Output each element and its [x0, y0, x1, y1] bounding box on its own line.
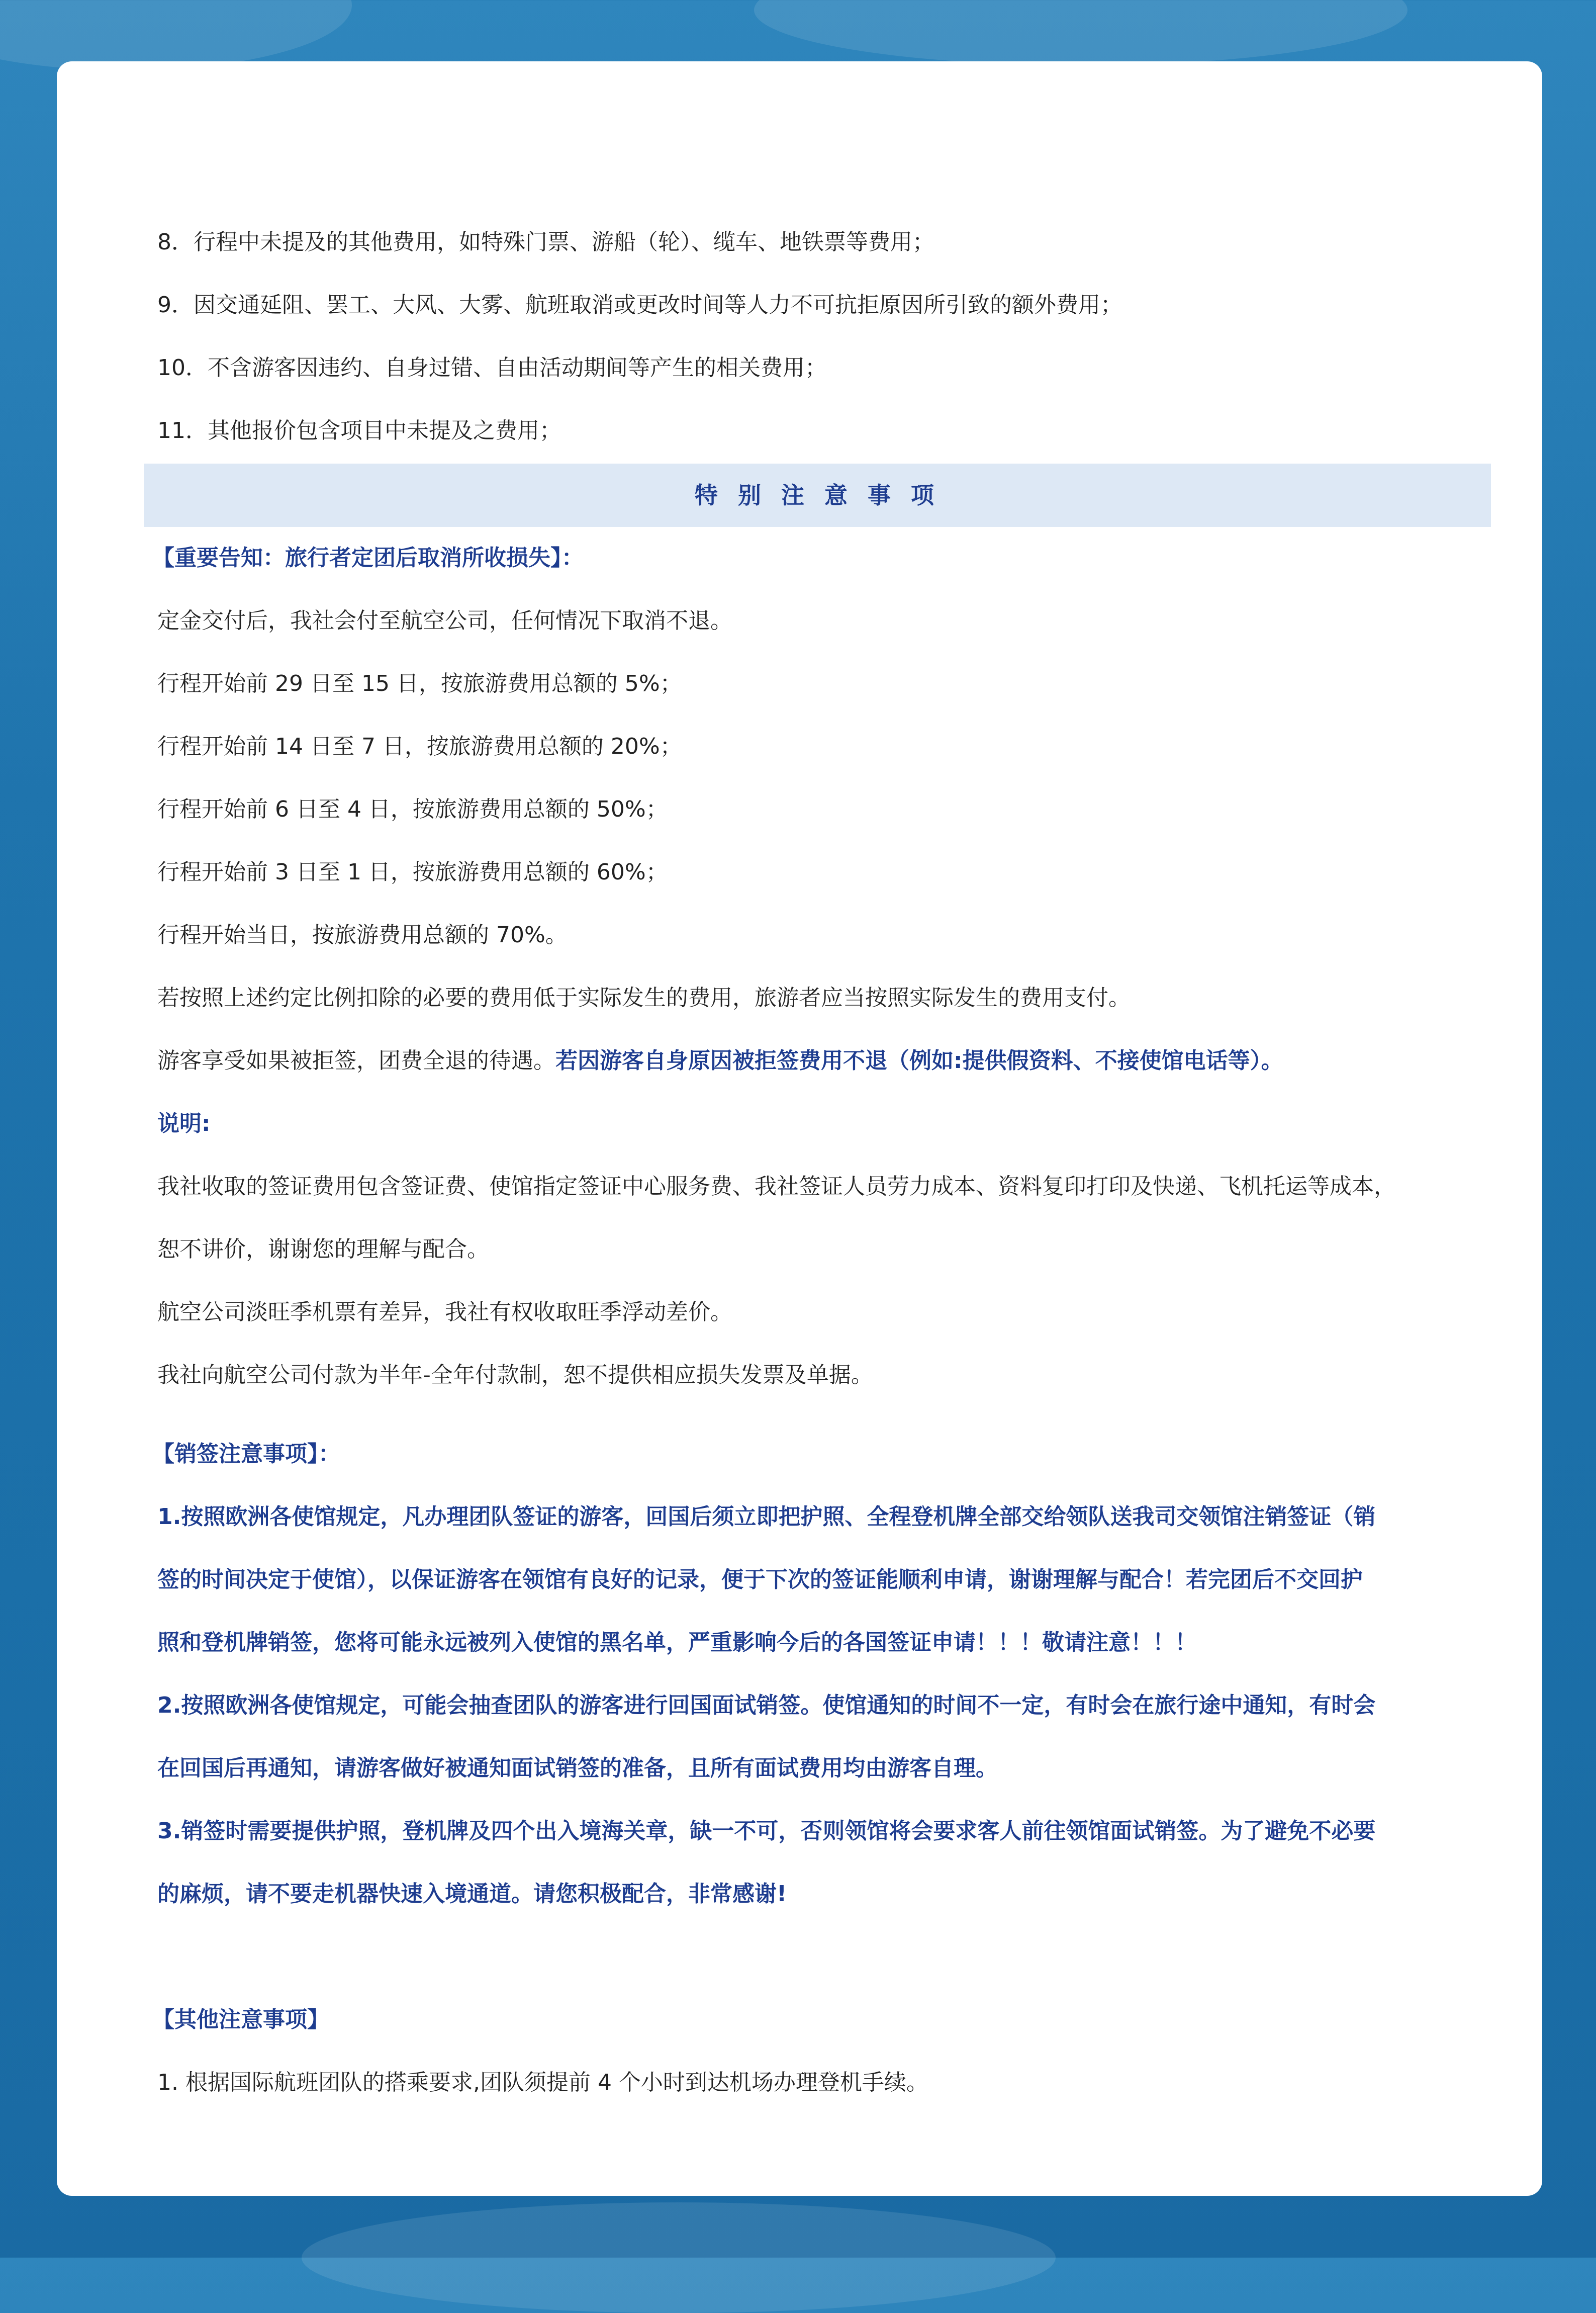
other-notes-heading: 【其他注意事项】 [152, 2007, 329, 2032]
section-header-special-notes [144, 464, 1491, 527]
cancel-visa-line: 签的时间决定于使馆），以保证游客在领馆有良好的记录，便于下次的签证能顺利申请，谢谢理解与配合！若完团后不交回护 [157, 1567, 1363, 1592]
cancellation-line: 行程开始前 14 日至 7 日，按旅游费用总额的 20%； [157, 734, 682, 759]
explanation-heading: 说明: [157, 1111, 211, 1136]
cancellation-line: 行程开始当日，按旅游费用总额的 70%。 [157, 922, 568, 948]
visa-refusal-bold: 若因游客自身原因被拒签费用不退（例如:提供假资料、不接使馆电话等）。 [555, 1048, 1283, 1074]
water-ripple [754, 0, 1407, 65]
visa-refusal-line [157, 1046, 1283, 1076]
cancel-visa-line: 照和登机牌销签，您将可能永远被列入使馆的黑名单，严重影响今后的各国签证申请！！！敬请注意！！！ [157, 1630, 1197, 1655]
cancellation-line: 若按照上述约定比例扣除的必要的费用低于实际发生的费用，旅游者应当按照实际发生的费用支付。 [157, 985, 1131, 1011]
cancellation-line: 定金交付后，我社会付至航空公司，任何情况下取消不退。 [157, 608, 732, 634]
exclusion-item-9: 9．因交通延阻、罢工、大风、大雾、航班取消或更改时间等人力不可抗拒原因所引致的额外费用； [157, 292, 1122, 318]
explanation-line: 航空公司淡旺季机票有差异，我社有权收取旺季浮动差价。 [157, 1299, 732, 1325]
water-ripple [302, 2202, 1056, 2313]
visa-refusal-plain: 游客享受如果被拒签，团费全退的待遇。 [157, 1048, 555, 1074]
cancel-visa-line: 在回国后再通知，请游客做好被通知面试销签的准备，且所有面试费用均由游客自理。 [157, 1755, 998, 1781]
explanation-line: 我社向航空公司付款为半年-全年付款制，恕不提供相应损失发票及单据。 [157, 1362, 873, 1388]
exclusion-item-8: 8．行程中未提及的其他费用，如特殊门票、游船（轮）、缆车、地铁票等费用； [157, 229, 934, 255]
other-notes-line: 1. 根据国际航班团队的搭乘要求,团队须提前 4 个小时到达机场办理登机手续。 [157, 2070, 928, 2095]
document-page [57, 61, 1542, 2196]
exclusion-item-11: 11．其他报价包含项目中未提及之费用； [157, 418, 561, 443]
cancellation-line: 行程开始前 29 日至 15 日，按旅游费用总额的 5%； [157, 671, 682, 696]
explanation-line: 我社收取的签证费用包含签证费、使馆指定签证中心服务费、我社签证人员劳力成本、资料复印打印及快递、飞机托运等成本， [157, 1174, 1396, 1199]
cancel-visa-line: 2.按照欧洲各使馆规定，可能会抽查团队的游客进行回国面试销签。使馆通知的时间不一定，有时会在旅行途中通知，有时会 [157, 1693, 1376, 1718]
cancel-visa-line: 3.销签时需要提供护照，登机牌及四个出入境海关章，缺一不可，否则领馆将会要求客人前往领馆面试销签。为了避免不必要 [157, 1818, 1376, 1844]
cancel-visa-line: 1.按照欧洲各使馆规定，凡办理团队签证的游客，回国后须立即把护照、全程登机牌全部交给领队送我司交领馆注销签证（销 [157, 1504, 1376, 1530]
explanation-line: 恕不讲价，谢谢您的理解与配合。 [157, 1236, 489, 1262]
cancellation-line: 行程开始前 6 日至 4 日，按旅游费用总额的 50%； [157, 796, 668, 822]
cancel-visa-line: 的麻烦，请不要走机器快速入境通道。请您积极配合，非常感谢! [157, 1881, 787, 1907]
exclusion-item-10: 10．不含游客因违约、自身过错、自由活动期间等产生的相关费用； [157, 355, 827, 381]
cancel-visa-heading: 【销签注意事项】： [152, 1441, 340, 1467]
cancellation-heading: 【重要告知：旅行者定团后取消所收损失】： [152, 545, 584, 571]
section-title: 特 别 注 意 事 项 [694, 482, 941, 509]
water-ripple [0, 0, 352, 70]
cancellation-line: 行程开始前 3 日至 1 日，按旅游费用总额的 60%； [157, 859, 668, 885]
